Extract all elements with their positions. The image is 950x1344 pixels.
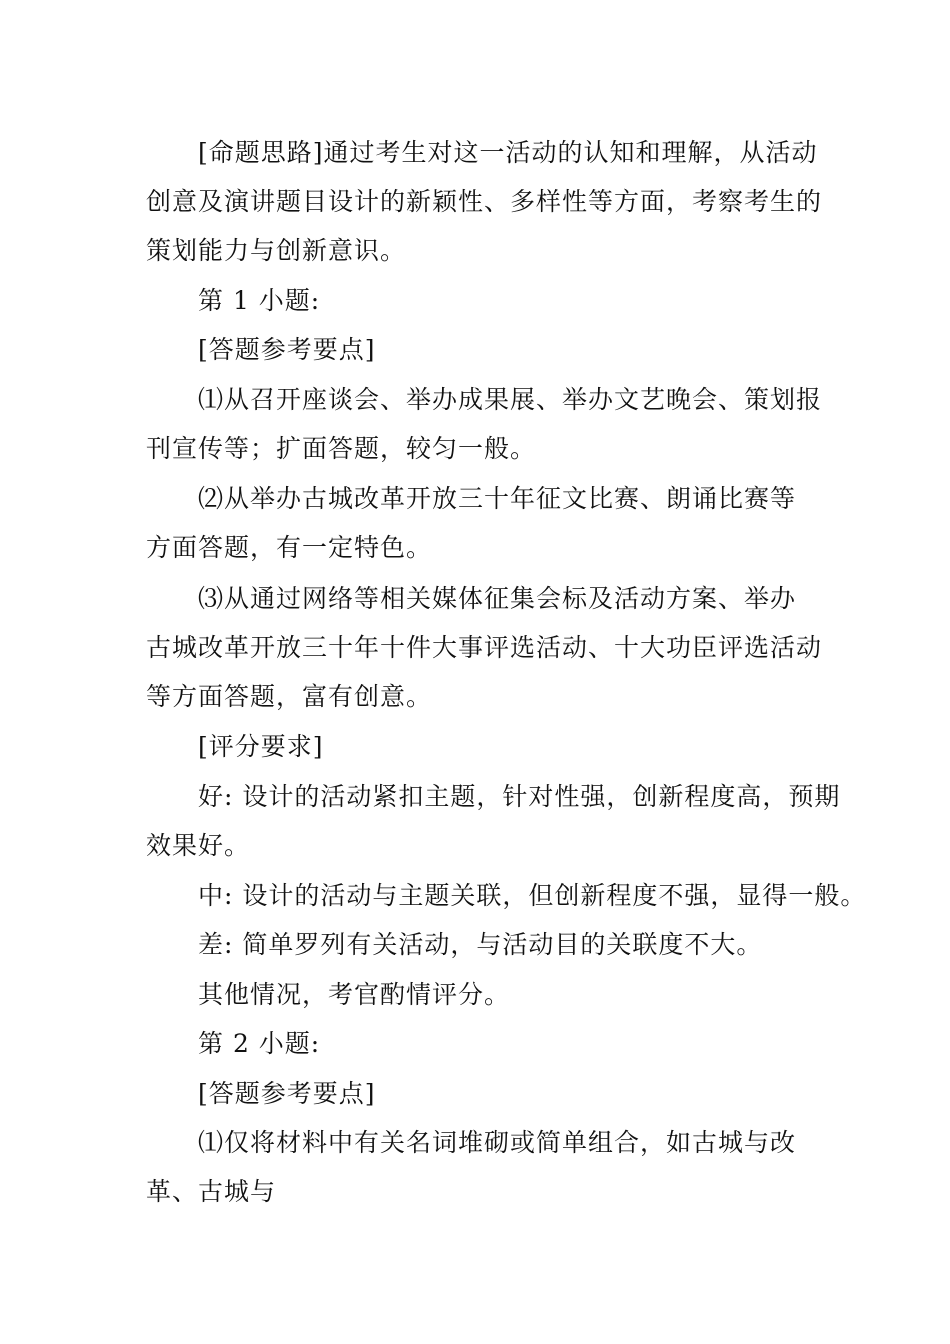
text-line: 差: 简单罗列有关活动，与活动目的关联度不大。 xyxy=(198,930,763,959)
text-line: [评分要求] xyxy=(198,732,324,761)
text-line: 等方面答题，富有创意。 xyxy=(146,682,433,711)
text-line: 创意及演讲题目设计的新颖性、多样性等方面，考察考生的 xyxy=(146,187,823,216)
text-line: [答题参考要点] xyxy=(198,335,376,364)
text-line: ⑴从召开座谈会、举办成果展、举办文艺晚会、策划报 xyxy=(198,385,823,414)
paragraph-scoring-poor xyxy=(146,920,816,969)
paragraph-answer-point-3 xyxy=(146,574,823,721)
text-line: 好: 设计的活动紧扣主题，针对性强，创新程度高，预期 xyxy=(198,782,841,811)
paragraph-q2-answer-point-1 xyxy=(146,1118,816,1216)
text-line: ⑶从通过网络等相关媒体征集会标及活动方案、举办 xyxy=(198,584,797,613)
paragraph-scoring-heading xyxy=(146,722,816,771)
text-line: 策划能力与创新意识。 xyxy=(146,236,407,265)
paragraph-scoring-good xyxy=(146,772,841,870)
paragraph-question-1-heading xyxy=(146,276,816,325)
text-line: [答题参考要点] xyxy=(198,1079,376,1108)
text-line: 效果好。 xyxy=(146,831,251,860)
text-line: 刊宣传等；扩面答题，较匀一般。 xyxy=(146,434,537,463)
paragraph-answer-point-2 xyxy=(146,474,816,572)
paragraph-answer-points-heading-2 xyxy=(146,1069,816,1118)
text-line: 第 1 小题: xyxy=(198,286,321,315)
paragraph-question-2-heading xyxy=(146,1019,816,1068)
text-line: 古城改革开放三十年十件大事评选活动、十大功臣评选活动 xyxy=(146,633,823,662)
paragraph-proposition-idea xyxy=(146,128,823,275)
text-line: 其他情况，考官酌情评分。 xyxy=(198,980,511,1009)
text-line: 方面答题，有一定特色。 xyxy=(146,533,433,562)
text-line: 第 2 小题: xyxy=(198,1029,321,1058)
paragraph-answer-point-1 xyxy=(146,375,823,473)
text-line: 中: 设计的活动与主题关联，但创新程度不强，显得一般。 xyxy=(198,881,867,910)
text-line: 革、古城与 xyxy=(146,1177,277,1206)
paragraph-scoring-other xyxy=(146,970,816,1019)
paragraph-answer-points-heading xyxy=(146,325,816,374)
paragraph-scoring-medium xyxy=(146,871,867,920)
text-line: ⑵从举办古城改革开放三十年征文比赛、朗诵比赛等 xyxy=(198,484,797,513)
text-line: [命题思路]通过考生对这一活动的认知和理解，从活动 xyxy=(198,138,818,167)
text-line: ⑴仅将材料中有关名词堆砌或简单组合，如古城与改 xyxy=(198,1128,797,1157)
